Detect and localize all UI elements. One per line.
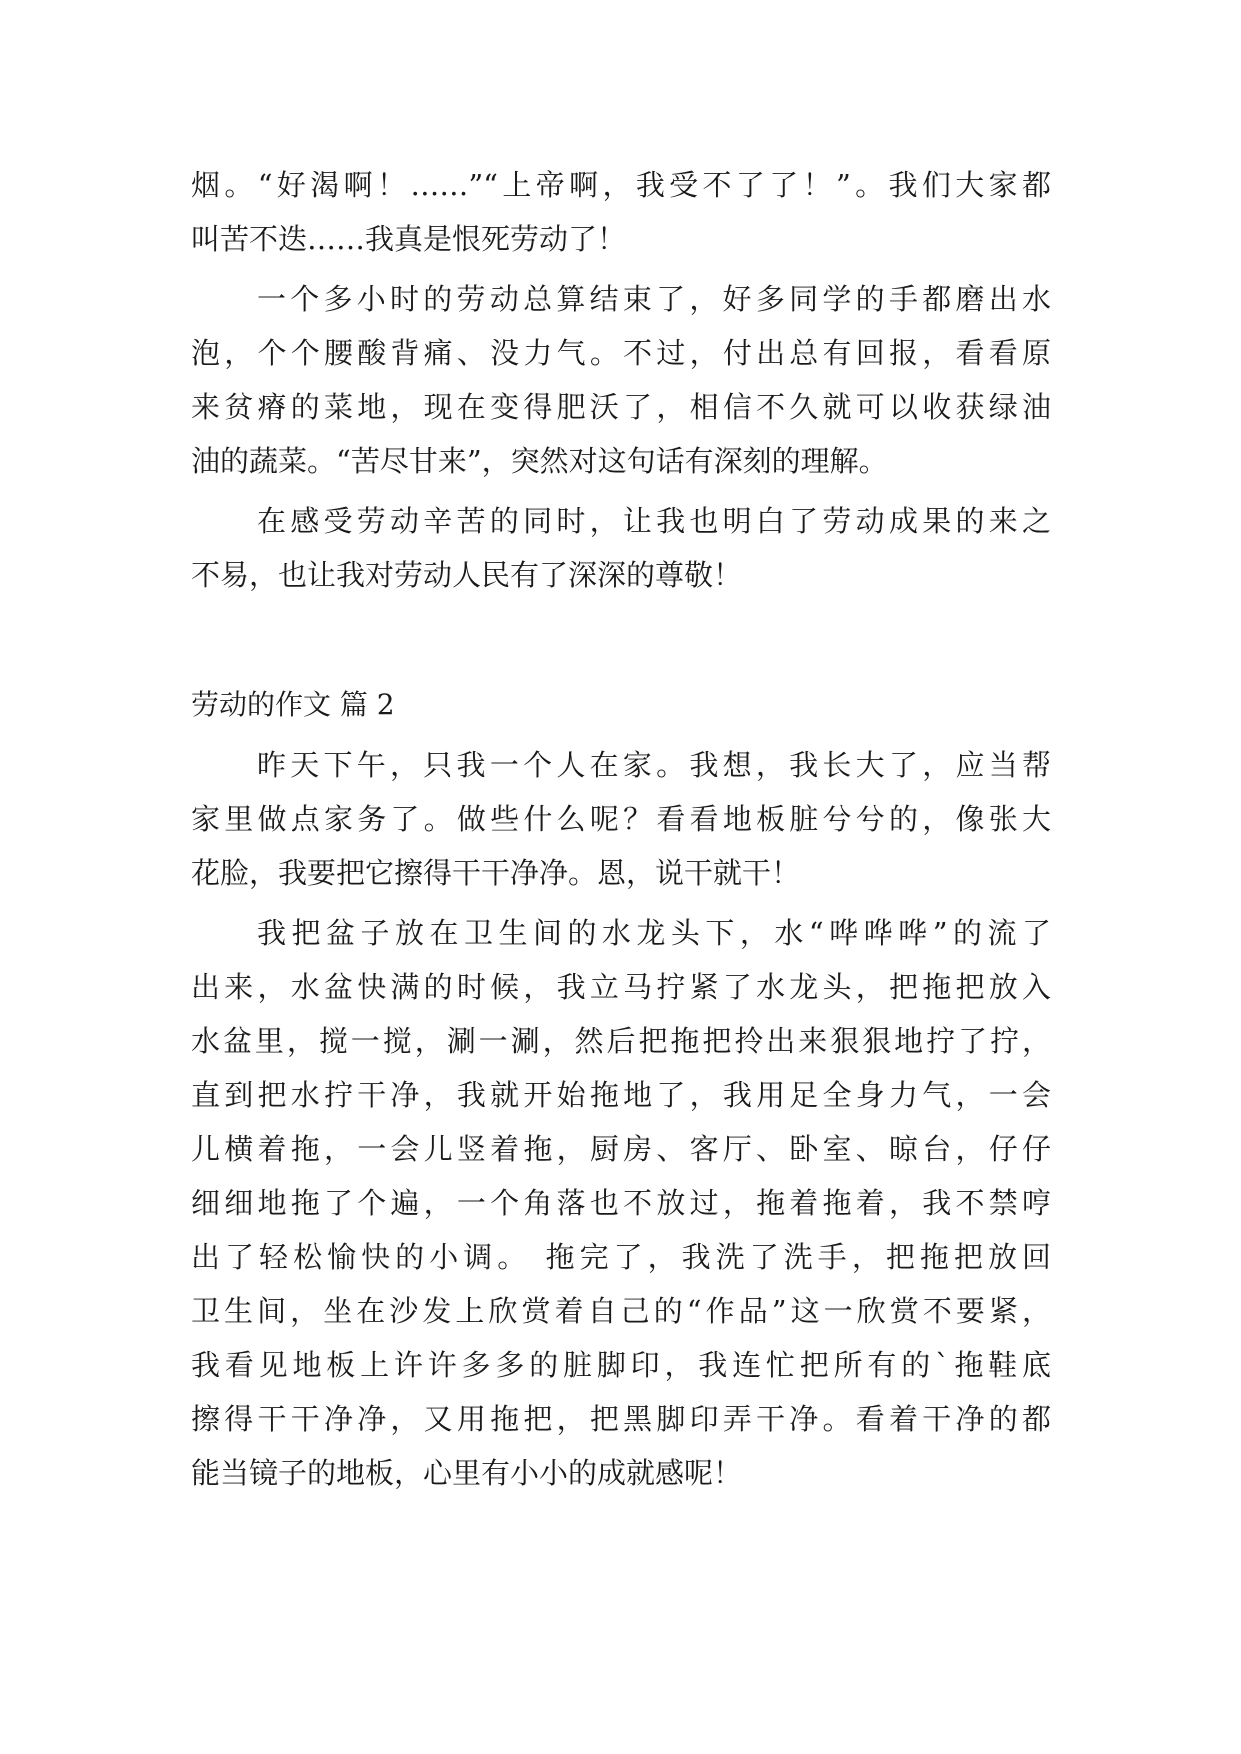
paragraph-line: 出来，水盆快满的时候，我立马拧紧了水龙头，把拖把放入 [191, 970, 1051, 1004]
paragraph-line: 水盆里，搅一搅，涮一涮，然后把拖把拎出来狠狠地拧了拧， [191, 1024, 1051, 1058]
paragraph-line: 一个多小时的劳动总算结束了，好多同学的手都磨出水 [257, 282, 1051, 316]
paragraph-line: 儿横着拖，一会儿竖着拖，厨房、客厅、卧室、晾台，仔仔 [191, 1132, 1051, 1166]
paragraph-line: 来贫瘠的菜地，现在变得肥沃了，相信不久就可以收获绿油 [191, 390, 1051, 424]
paragraph-line: 烟。“好渴啊！……”“上帝啊，我受不了了！”。我们大家都 [191, 168, 1051, 202]
paragraph-line: 油的蔬菜。“苦尽甘来”，突然对这句话有深刻的理解。 [191, 444, 888, 478]
paragraph-line: 叫苦不迭……我真是恨死劳动了！ [191, 222, 627, 256]
paragraph-line: 昨天下午，只我一个人在家。我想，我长大了，应当帮 [257, 748, 1051, 782]
paragraph-line: 不易，也让我对劳动人民有了深深的尊敬！ [191, 558, 743, 592]
paragraph-line: 细细地拖了个遍，一个角落也不放过，拖着拖着，我不禁哼 [191, 1186, 1051, 1220]
paragraph-line: 直到把水拧干净，我就开始拖地了，我用足全身力气，一会 [191, 1078, 1051, 1112]
paragraph-line: 泡，个个腰酸背痛、没力气。不过，付出总有回报，看看原 [191, 336, 1051, 370]
paragraph-line: 卫生间，坐在沙发上欣赏着自己的“作品”这一欣赏不要紧， [191, 1294, 1051, 1328]
paragraph-line: 花脸，我要把它擦得干干净净。恩，说干就干！ [191, 856, 801, 890]
paragraph-line: 家里做点家务了。做些什么呢？看看地板脏兮兮的，像张大 [191, 802, 1051, 836]
paragraph-line: 出了轻松愉快的小调。 拖完了，我洗了洗手，把拖把放回 [191, 1240, 1051, 1274]
paragraph-line: 擦得干干净净，又用拖把，把黑脚印弄干净。看着干净的都 [191, 1402, 1051, 1436]
paragraph-line: 我看见地板上许许多多的脏脚印，我连忙把所有的`拖鞋底 [191, 1348, 1051, 1382]
paragraph-line: 能当镜子的地板，心里有小小的成就感呢！ [191, 1456, 743, 1490]
paragraph-line: 在感受劳动辛苦的同时，让我也明白了劳动成果的来之 [257, 504, 1051, 538]
paragraph-line: 我把盆子放在卫生间的水龙头下，水“哗哗哗”的流了 [257, 916, 1051, 950]
section-heading: 劳动的作文 篇 2 [191, 688, 395, 721]
